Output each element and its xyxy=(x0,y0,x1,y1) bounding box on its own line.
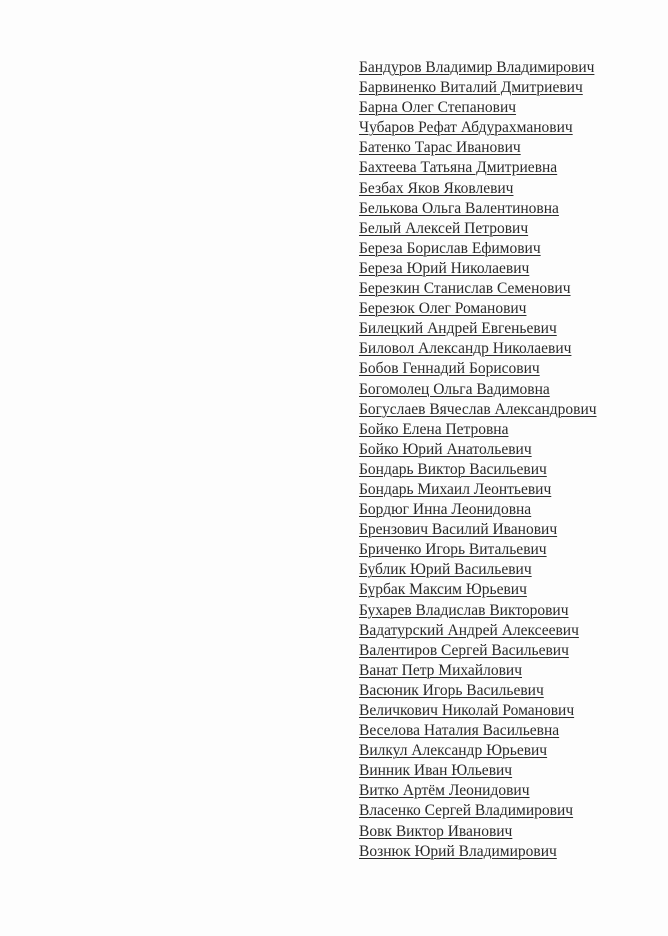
person-name: Батенко Тарас Иванович xyxy=(359,139,521,157)
person-name: Барна Олег Степанович xyxy=(359,99,517,117)
person-name: Билецкий Андрей Евгеньевич xyxy=(359,320,557,338)
list-item xyxy=(359,179,597,199)
list-item xyxy=(359,480,597,500)
list-item xyxy=(359,339,597,359)
list-item xyxy=(359,540,597,560)
list-item xyxy=(359,681,597,701)
list-item xyxy=(359,520,597,540)
list-item xyxy=(359,78,597,98)
list-item xyxy=(359,641,597,661)
person-name: Бухарев Владислав Викторович xyxy=(359,601,569,619)
person-name: Богомолец Ольга Вадимовна xyxy=(359,380,550,398)
person-name: Брензович Василий Иванович xyxy=(359,521,558,539)
person-name: Безбах Яков Яковлевич xyxy=(359,179,514,197)
list-item xyxy=(359,761,597,781)
person-name: Бриченко Игорь Витальевич xyxy=(359,541,547,559)
person-name: Веселова Наталия Васильевна xyxy=(359,722,560,740)
person-name: Береза Борислав Ефимович xyxy=(359,239,541,257)
person-name: Валентиров Сергей Васильевич xyxy=(359,641,569,659)
list-item xyxy=(359,279,597,299)
person-name: Бондарь Виктор Васильевич xyxy=(359,460,547,478)
list-item xyxy=(359,299,597,319)
person-name: Бахтеева Татьяна Дмитриевна xyxy=(359,159,558,177)
list-item xyxy=(359,380,597,400)
person-name: Богуслаев Вячеслав Александрович xyxy=(359,400,597,418)
person-name: Величкович Николай Романович xyxy=(359,702,575,719)
list-item xyxy=(359,158,597,178)
person-name: Бублик Юрий Васильевич xyxy=(359,561,532,579)
list-item xyxy=(359,219,597,239)
list-item xyxy=(359,781,597,801)
person-name: Бойко Юрий Анатольевич xyxy=(359,440,532,458)
list-item xyxy=(359,801,597,821)
person-name: Береза Юрий Николаевич xyxy=(359,259,530,277)
person-name: Вовк Виктор Иванович xyxy=(359,822,513,840)
person-name: Вознюк Юрий Владимирович xyxy=(359,842,557,860)
person-name: Бурбак Максим Юрьевич xyxy=(359,581,527,599)
person-name: Вилкул Александр Юрьевич xyxy=(359,742,548,760)
list-item xyxy=(359,359,597,379)
list-item xyxy=(359,601,597,621)
person-name: Вадатурский Андрей Алексеевич xyxy=(359,621,579,639)
list-item xyxy=(359,239,597,259)
list-item xyxy=(359,822,597,842)
person-name: Винник Иван Юльевич xyxy=(359,762,513,780)
list-item xyxy=(359,440,597,460)
list-item xyxy=(359,98,597,118)
person-name: Белькова Ольга Валентиновна xyxy=(359,199,559,217)
list-item xyxy=(359,400,597,420)
person-name: Васюник Игорь Васильевич xyxy=(359,681,544,699)
names-list xyxy=(359,58,597,862)
list-item xyxy=(359,138,597,158)
person-name: Власенко Сергей Владимирович xyxy=(359,802,574,820)
list-item xyxy=(359,560,597,580)
person-name: Бойко Елена Петровна xyxy=(359,420,509,438)
list-item xyxy=(359,199,597,219)
list-item xyxy=(359,319,597,339)
person-name: Березюк Олег Романович xyxy=(359,300,527,318)
person-name: Ванат Петр Михайлович xyxy=(359,661,522,679)
list-item xyxy=(359,118,597,138)
list-item xyxy=(359,500,597,520)
person-name: Чубаров Рефат Абдурахманович xyxy=(359,119,573,137)
list-item xyxy=(359,721,597,741)
list-item xyxy=(359,460,597,480)
person-name: Витко Артём Леонидович xyxy=(359,782,530,800)
person-name: Бандуров Владимир Владимирович xyxy=(359,59,595,76)
list-item xyxy=(359,741,597,761)
list-item xyxy=(359,621,597,641)
list-item xyxy=(359,420,597,440)
list-item xyxy=(359,842,597,862)
person-name: Бондарь Михаил Леонтьевич xyxy=(359,480,552,498)
person-name: Бобов Геннадий Борисович xyxy=(359,360,540,378)
person-name: Березкин Станислав Семенович xyxy=(359,280,571,298)
person-name: Белый Алексей Петрович xyxy=(359,219,529,237)
list-item xyxy=(359,580,597,600)
person-name: Бордюг Инна Леонидовна xyxy=(359,501,532,519)
list-item xyxy=(359,661,597,681)
list-item xyxy=(359,701,597,721)
list-item xyxy=(359,259,597,279)
person-name: Барвиненко Виталий Дмитриевич xyxy=(359,79,583,97)
list-item xyxy=(359,58,597,78)
person-name: Биловол Александр Николаевич xyxy=(359,340,572,358)
